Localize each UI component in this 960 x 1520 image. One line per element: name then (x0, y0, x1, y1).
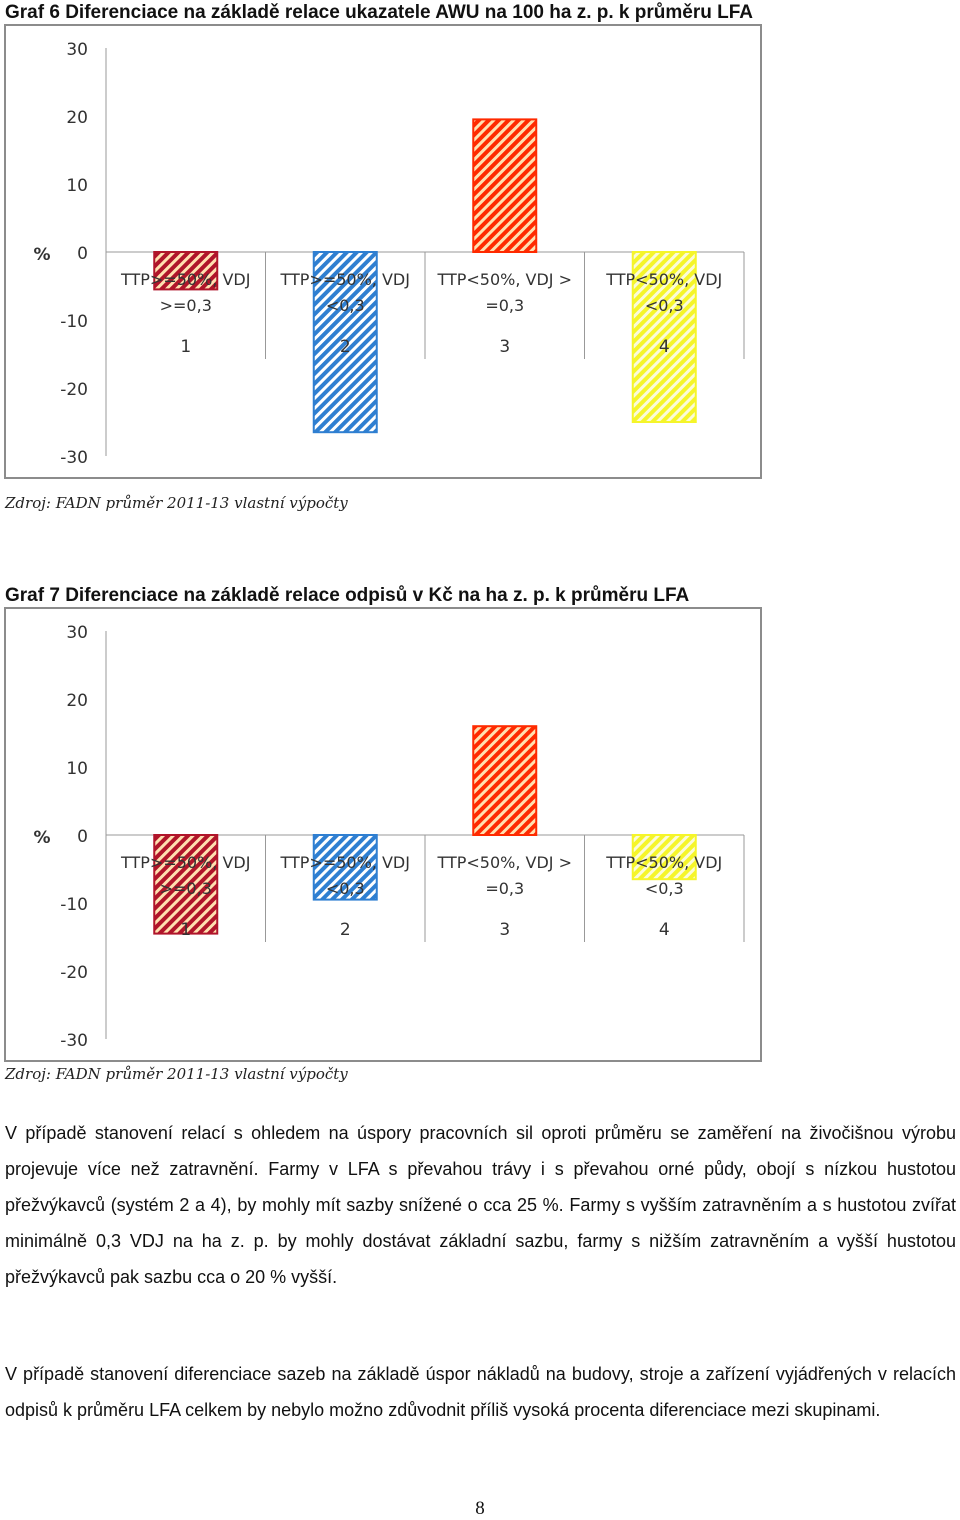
category-label: TTP<50%, VDJ > (437, 270, 573, 289)
category-number: 4 (658, 920, 670, 940)
y-tick-label: 0 (77, 827, 88, 847)
page-number: 8 (475, 1498, 485, 1519)
y-tick-label: 20 (66, 108, 88, 128)
bar-3 (473, 119, 536, 252)
y-axis-title: % (33, 828, 51, 848)
y-tick-label: 10 (66, 176, 88, 196)
category-label: <0,3 (644, 296, 684, 315)
y-tick-label: -30 (60, 448, 88, 468)
y-tick-label: 30 (66, 40, 88, 60)
chart-7-source: Zdroj: FADN průměr 2011-13 vlastní výpočty (5, 1065, 348, 1083)
category-label: >=0,3 (159, 879, 212, 898)
paragraph-depreciation: V případě stanovení diferenciace sazeb na základě úspor nákladů na budovy, stroje a zařízení vyjádřených v relacích odpisů k průměru LFA celkem by nebylo možno zdůvodnit příliš vysoká procenta diferenciace mezi skupinami. (5, 1364, 956, 1420)
y-tick-label: -20 (60, 380, 88, 400)
category-number: 3 (499, 920, 511, 940)
category-label: <0,3 (644, 879, 684, 898)
category-label: TTP<50%, VDJ > (437, 853, 573, 872)
y-axis-title: % (33, 245, 51, 265)
chart-6-plot (6, 26, 760, 477)
category-number: 3 (499, 337, 511, 357)
chart-6 (4, 24, 762, 479)
category-label: TTP<50%, VDJ (606, 270, 723, 289)
chart-7-heading: Graf 7 Diferenciace na základě relace odpisů v Kč na ha z. p. k průměru LFA (5, 585, 690, 606)
paragraph-labour-savings: V případě stanovení relací s ohledem na úspory pracovních sil oproti průměru se zaměření na živočišnou výrobu projevuje více než zatravnění. Farmy v LFA s převahou trávy i s převahou orné půdy, obojí s nízkou hustotou přežvýkavců (systém 2 a 4), by mohly mít sazby snížené o cca 25 %. Farmy s vyšším zatravněním a s hustotou zvířat minimálně 0,3 VDJ na ha z. p. by mohly dostávat základní sazbu, farmy s nižším zatravněním a vyšší hustotou přežvýkavců pak sazbu cca o 20 % vyšší. (5, 1123, 956, 1287)
y-tick-label: 10 (66, 759, 88, 779)
bar-3 (473, 726, 536, 835)
category-label: TTP>=50%, VDJ (280, 853, 410, 872)
category-label: TTP<50%, VDJ (606, 853, 723, 872)
category-label: <0,3 (325, 296, 365, 315)
y-tick-label: 20 (66, 691, 88, 711)
y-tick-label: 30 (66, 623, 88, 643)
chart-7-plot (6, 609, 760, 1060)
category-label: >=0,3 (159, 296, 212, 315)
y-tick-label: -10 (60, 895, 88, 915)
chart-6-source: Zdroj: FADN průměr 2011-13 vlastní výpočty (5, 494, 348, 512)
category-number: 4 (658, 337, 670, 357)
chart-7 (4, 607, 762, 1062)
category-label: TTP>=50%, VDJ (121, 270, 251, 289)
y-tick-label: -20 (60, 963, 88, 983)
category-label: =0,3 (485, 879, 525, 898)
y-tick-label: 0 (77, 244, 88, 264)
category-label: TTP>=50%, VDJ (280, 270, 410, 289)
y-tick-label: -30 (60, 1031, 88, 1051)
category-number: 1 (180, 337, 192, 357)
category-number: 2 (339, 337, 351, 357)
category-label: <0,3 (325, 879, 365, 898)
category-number: 1 (180, 920, 192, 940)
chart-6-heading: Graf 6 Diferenciace na základě relace ukazatele AWU na 100 ha z. p. k průměru LFA (5, 2, 753, 23)
y-tick-label: -10 (60, 312, 88, 332)
category-label: =0,3 (485, 296, 525, 315)
category-number: 2 (339, 920, 351, 940)
category-label: TTP>=50%, VDJ (121, 853, 251, 872)
